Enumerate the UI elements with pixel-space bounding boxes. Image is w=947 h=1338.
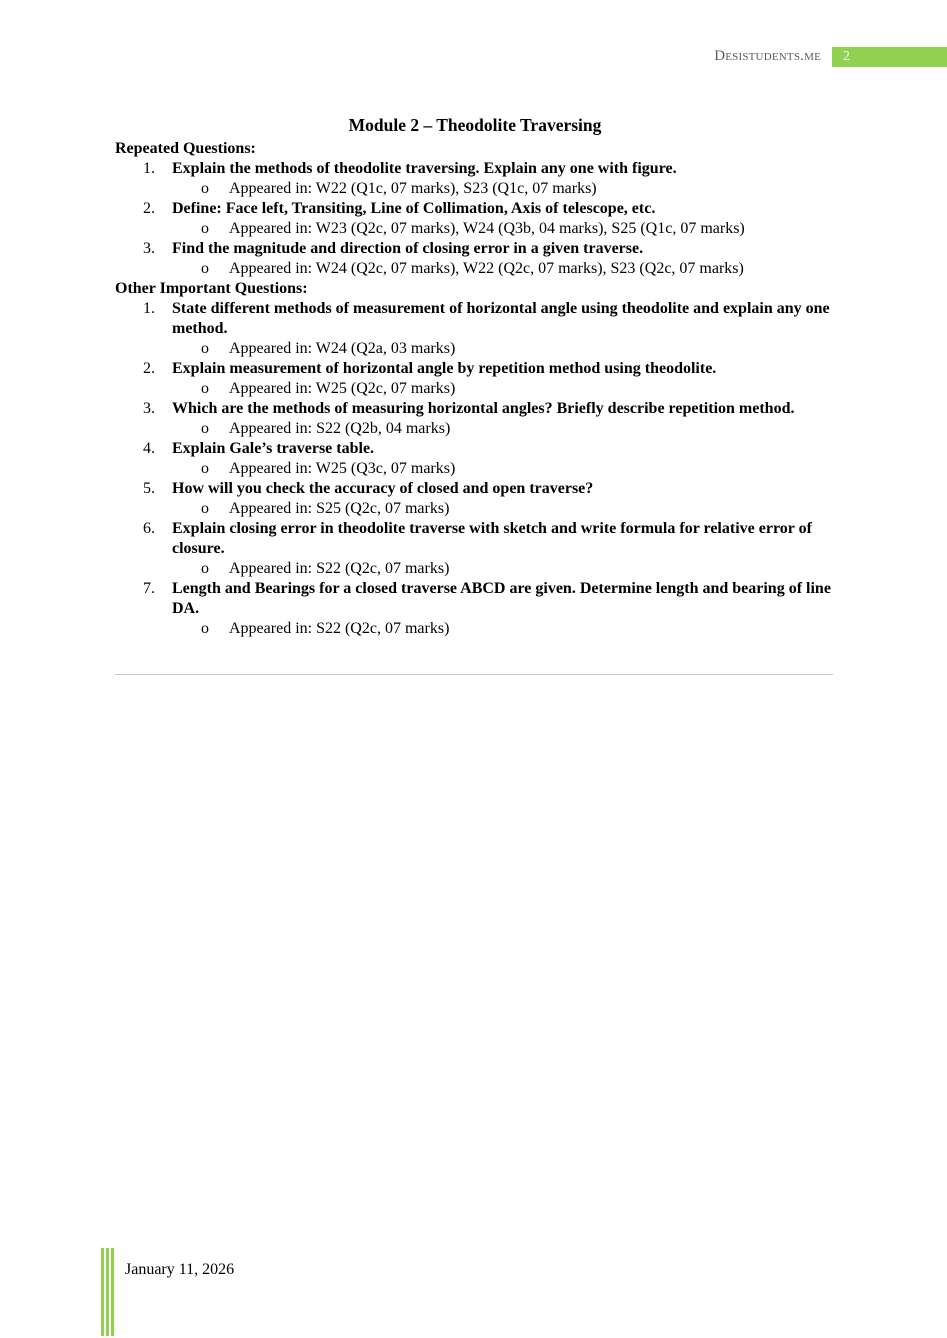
site-name: Desistudents.me: [714, 48, 821, 64]
footer-accent-bars: [101, 1248, 115, 1336]
appeared-in-text: Appeared in: S22 (Q2b, 04 marks): [229, 420, 451, 437]
question-text: Define: Face left, Transiting, Line of Collimation, Axis of telescope, etc.: [172, 200, 656, 217]
question-text: Explain the methods of theodolite traversing. Explain any one with figure.: [172, 160, 677, 177]
section-other-important-questions: [115, 279, 835, 639]
appeared-in-text: Appeared in: W24 (Q2a, 03 marks): [229, 340, 456, 357]
question-text: Find the magnitude and direction of closing error in a given traverse.: [172, 240, 644, 257]
appeared-in-text: Appeared in: S22 (Q2c, 07 marks): [229, 560, 450, 577]
appeared-in-line: [115, 559, 835, 579]
section-heading: Repeated Questions:: [115, 140, 256, 157]
bullet-icon: o: [201, 260, 209, 277]
question-list: [115, 159, 835, 279]
appeared-in-line: [115, 619, 835, 639]
appeared-in-text: Appeared in: W22 (Q1c, 07 marks), S23 (Q1c, 07 marks): [229, 180, 597, 197]
appeared-in-line: [115, 179, 835, 199]
bullet-icon: o: [201, 220, 209, 237]
question-item: [115, 479, 835, 499]
question-number: 3.: [143, 400, 155, 417]
appeared-in-line: [115, 459, 835, 479]
appeared-in-text: Appeared in: W24 (Q2c, 07 marks), W22 (Q2c, 07 marks), S23 (Q2c, 07 marks): [229, 260, 744, 277]
question-item: [115, 159, 835, 179]
section-heading: Other Important Questions:: [115, 280, 308, 297]
appeared-in-text: Appeared in: S22 (Q2c, 07 marks): [229, 620, 450, 637]
appeared-in-line: [115, 379, 835, 399]
appeared-in-line: [115, 259, 835, 279]
question-item: [115, 199, 835, 219]
question-number: 7.: [143, 580, 155, 597]
appeared-in-text: Appeared in: W25 (Q3c, 07 marks): [229, 460, 456, 477]
bullet-icon: o: [201, 560, 209, 577]
appeared-in-text: Appeared in: S25 (Q2c, 07 marks): [229, 500, 450, 517]
question-number: 1.: [143, 300, 155, 317]
question-text: How will you check the accuracy of closed and open traverse?: [172, 480, 594, 497]
document-body: [115, 115, 835, 639]
question-text: Explain Gale’s traverse table.: [172, 440, 375, 457]
question-item: [115, 239, 835, 259]
appeared-in-text: Appeared in: W23 (Q2c, 07 marks), W24 (Q3b, 04 marks), S25 (Q1c, 07 marks): [229, 220, 745, 237]
question-text: Explain closing error in theodolite traverse with sketch and write formula for relative error of closure.: [172, 520, 812, 557]
appeared-in-line: [115, 419, 835, 439]
question-number: 5.: [143, 480, 155, 497]
page-title: Module 2 – Theodolite Traversing: [348, 115, 602, 135]
bullet-icon: o: [201, 620, 209, 637]
bullet-icon: o: [201, 500, 209, 517]
question-item: [115, 519, 835, 559]
question-item: [115, 439, 835, 459]
bullet-icon: o: [201, 420, 209, 437]
appeared-in-text: Appeared in: W25 (Q2c, 07 marks): [229, 380, 456, 397]
question-list: [115, 299, 835, 639]
question-text: State different methods of measurement of horizontal angle using theodolite and explain any one method.: [172, 300, 830, 337]
appeared-in-line: [115, 339, 835, 359]
question-number: 2.: [143, 360, 155, 377]
question-text: Explain measurement of horizontal angle by repetition method using theodolite.: [172, 360, 717, 377]
bullet-icon: o: [201, 340, 209, 357]
question-item: [115, 299, 835, 339]
question-text: Which are the methods of measuring horizontal angles? Briefly describe repetition method.: [172, 400, 795, 417]
question-item: [115, 359, 835, 379]
bullet-icon: o: [201, 460, 209, 477]
section-divider: [115, 674, 833, 675]
question-item: [115, 579, 835, 619]
page-number-badge: 2: [832, 47, 947, 67]
footer-date: January 11, 2026: [125, 1261, 235, 1278]
question-number: 1.: [143, 160, 155, 177]
bullet-icon: o: [201, 380, 209, 397]
question-number: 3.: [143, 240, 155, 257]
question-number: 6.: [143, 520, 155, 537]
question-number: 2.: [143, 200, 155, 217]
question-item: [115, 399, 835, 419]
bullet-icon: o: [201, 180, 209, 197]
appeared-in-line: [115, 219, 835, 239]
question-number: 4.: [143, 440, 155, 457]
section-repeated-questions: [115, 139, 835, 279]
question-text: Length and Bearings for a closed traverse ABCD are given. Determine length and bearing of line DA.: [172, 580, 831, 617]
appeared-in-line: [115, 499, 835, 519]
